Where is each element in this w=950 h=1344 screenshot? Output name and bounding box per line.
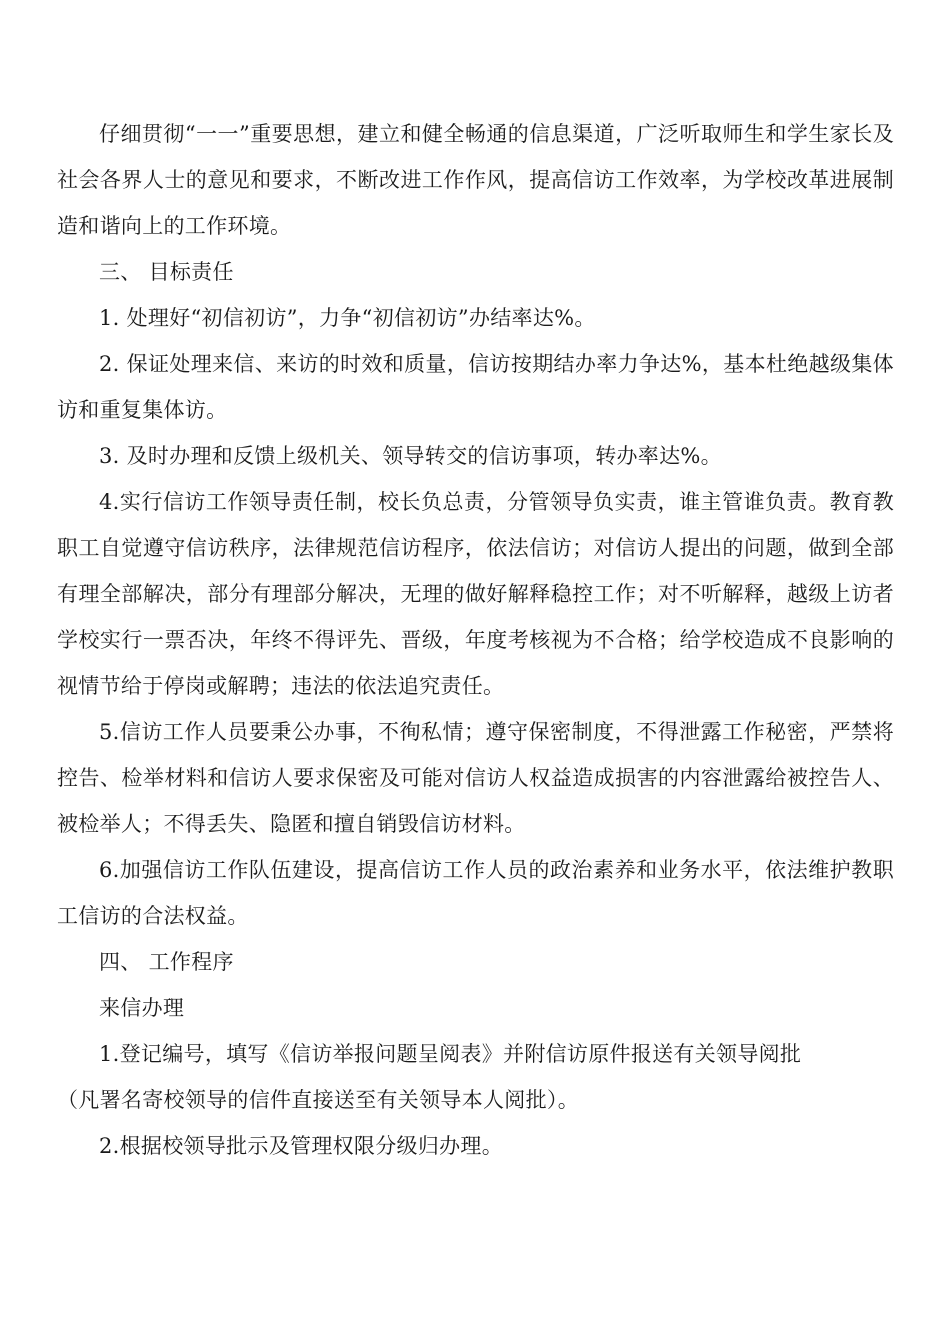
- subheading-letters: 来信办理: [99, 996, 185, 1020]
- goal-item-1: 1. 处理好“初信初访”，力争“初信初访”办结率达%。: [99, 306, 596, 330]
- procedure-item-2: 2.根据校领导批示及管理权限分级归办理。: [99, 1134, 504, 1158]
- goal-item-3: 3. 及时办理和反馈上级机关、领导转交的信访事项，转办率达%。: [99, 444, 722, 468]
- procedure-item-1: 1.登记编号，填写《信访举报问题呈阅表》并附信访原件报送有关领导阅批: [99, 1042, 802, 1066]
- goal-item-4: 4.实行信访工作领导责任制，校长负总责，分管领导负实责，谁主管谁负责。教育教职工自觉遵守信访秩序，法律规范信访程序，依法信访；对信访人提出的问题，做到全部有理全部解决，部分有理部分解决，无理的做好解释稳控工作；对不听解释，越级上访者学校实行一票否决，年终不得评先、晋级，年度考核视为不合格；给学校造成不良影响的视情节给于停岗或解聘；违法的依法追究责任。: [57, 490, 894, 698]
- goal-item-2: 2. 保证处理来信、来访的时效和质量，信访按期结办率力争达%，基本杜绝越级集体访和重复集体访。: [57, 352, 894, 422]
- goal-item-5: 5.信访工作人员要秉公办事，不徇私情；遵守保密制度，不得泄露工作秘密，严禁将控告、检举材料和信访人要求保密及可能对信访人权益造成损害的内容泄露给被控告人、被检举人；不得丢失、隐匿和擅自销毁信访材料。: [57, 720, 894, 836]
- paragraph-intro: 仔细贯彻“一一”重要思想，建立和健全畅通的信息渠道，广泛听取师生和学生家长及社会各界人士的意见和要求，不断改进工作作风，提高信访工作效率，为学校改革进展制造和谐向上的工作环境。: [57, 122, 894, 238]
- goal-item-6: 6.加强信访工作队伍建设，提高信访工作人员的政治素养和业务水平，依法维护教职工信访的合法权益。: [57, 858, 894, 928]
- section-heading-procedure: 四、 工作程序: [99, 950, 234, 974]
- section-heading-goals: 三、 目标责任: [99, 260, 234, 284]
- procedure-item-1-note: （凡署名寄校领导的信件直接送至有关领导本人阅批）。: [57, 1088, 579, 1112]
